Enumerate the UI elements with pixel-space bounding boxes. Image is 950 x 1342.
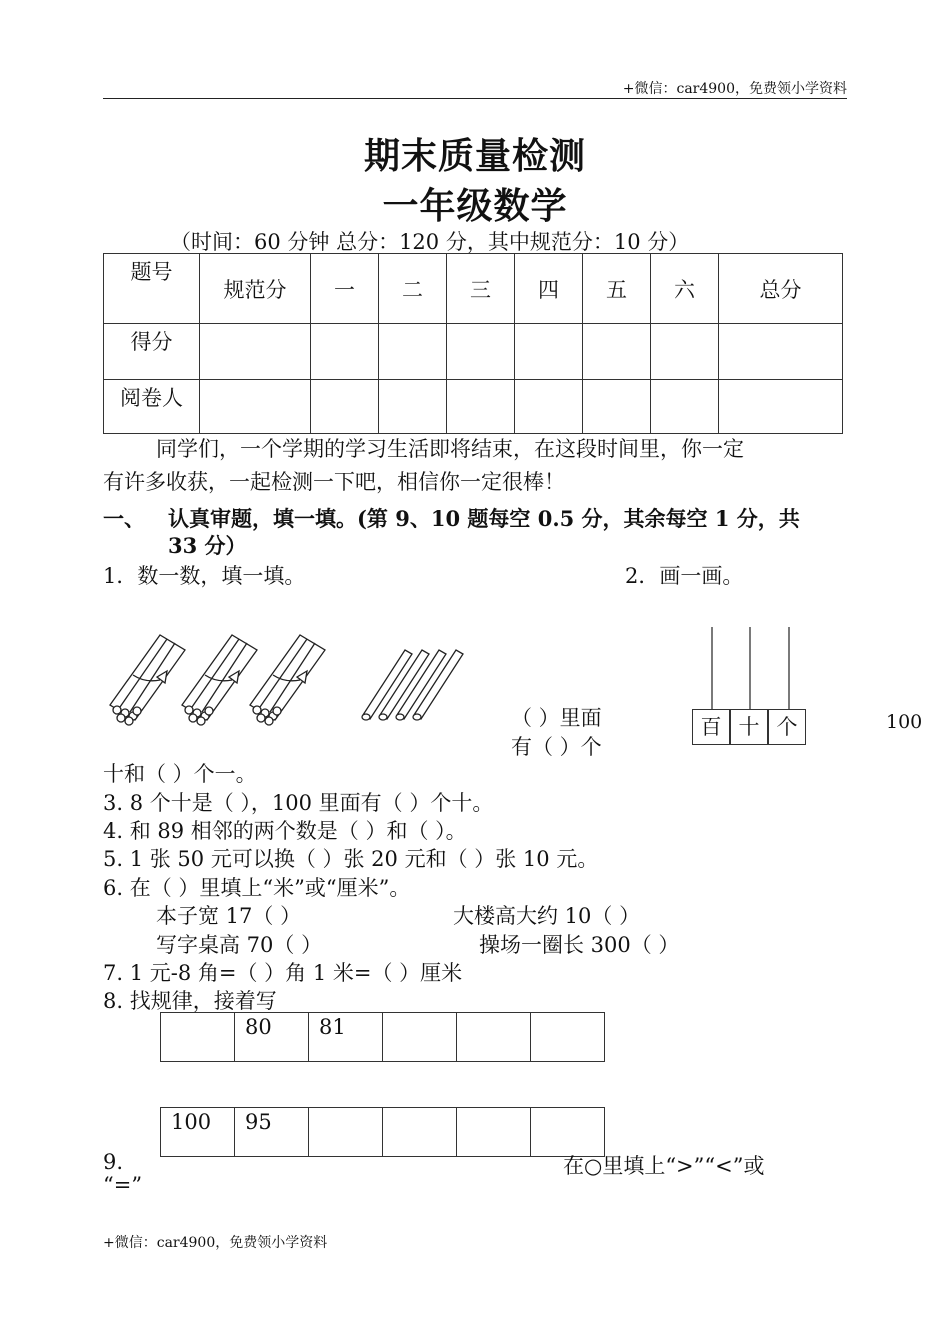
question-6: 6. 在（ ）里填上“米”或“厘米”。	[103, 876, 411, 900]
single-sticks-icon	[362, 650, 463, 720]
q6-item-d[interactable]: 操场一圈长 300（ ）	[479, 933, 680, 957]
intro-line-2: 有许多收获，一起检测一下吧，相信你一定很棒！	[103, 470, 565, 494]
score-cell[interactable]	[651, 324, 719, 380]
score-cell[interactable]	[515, 380, 583, 434]
score-cell[interactable]	[379, 380, 447, 434]
section-number: 一、	[103, 506, 145, 531]
score-cell[interactable]	[515, 324, 583, 380]
abacus-rods	[692, 625, 807, 710]
question-5[interactable]: 5. 1 张 50 元可以换（ ）张 20 元和（ ）张 10 元。	[103, 847, 599, 871]
question-8: 8. 找规律，接着写	[103, 989, 277, 1013]
score-cell[interactable]	[719, 324, 843, 380]
sequence-cell: 100	[161, 1108, 235, 1157]
q6-item-a[interactable]: 本子宽 17（ ）	[156, 904, 302, 928]
page-title: 期末质量检测	[363, 135, 586, 177]
sequence-cell: 95	[235, 1108, 309, 1157]
score-header-cell: 三	[447, 254, 515, 324]
score-row-label: 得分	[104, 324, 200, 380]
sequence-cell[interactable]	[161, 1013, 235, 1062]
question-4[interactable]: 4. 和 89 相邻的两个数是（ ）和（ ）。	[103, 819, 467, 843]
q2-blank-line-2[interactable]: 有（ ）个	[511, 735, 602, 759]
score-header-cell: 题号	[104, 254, 200, 324]
q6-item-b[interactable]: 大楼高大约 10（ ）	[453, 904, 641, 928]
question-7[interactable]: 7. 1 元-8 角=（ ）角 1 米=（ ）厘米	[103, 961, 463, 985]
question-9-text: 在○里填上“>”“<”或	[563, 1154, 765, 1178]
question-1: 1．数一数，填一填。	[103, 564, 306, 588]
header-note: +微信：car4900，免费领小学资料	[622, 81, 847, 97]
score-header-cell: 五	[583, 254, 651, 324]
section-title-line-1: 认真审题，填一填。(第 9、10 题每空 0.5 分，其余每空 1 分，共	[168, 506, 800, 531]
score-header-cell: 六	[651, 254, 719, 324]
question-9-number: 9.	[103, 1150, 124, 1174]
section-title-line-2: 33 分）	[168, 533, 247, 558]
sequence-cell: 81	[309, 1013, 383, 1062]
score-cell[interactable]	[447, 324, 515, 380]
score-row-label: 阅卷人	[104, 380, 200, 434]
bundle-icon	[110, 635, 325, 725]
sequence-cell: 80	[235, 1013, 309, 1062]
score-header-cell: 总分	[719, 254, 843, 324]
score-cell[interactable]	[583, 380, 651, 434]
q6-item-c[interactable]: 写字桌高 70（ ）	[156, 933, 323, 957]
q2-number: 100	[886, 711, 923, 733]
q2-blank-line-1[interactable]: （ ）里面	[511, 706, 602, 730]
sequence-cell[interactable]	[383, 1013, 457, 1062]
score-cell[interactable]	[447, 380, 515, 434]
sequence-cell[interactable]	[457, 1013, 531, 1062]
question-9-continuation: “=”	[103, 1173, 143, 1197]
sequence-cell[interactable]	[531, 1013, 605, 1062]
sequence-table-1	[160, 1012, 605, 1062]
score-cell[interactable]	[311, 324, 379, 380]
score-table	[103, 253, 843, 434]
sequence-cell[interactable]	[383, 1108, 457, 1157]
page-subtitle: 一年级数学	[382, 185, 568, 227]
place-value-hundreds: 百	[692, 709, 730, 745]
sequence-cell[interactable]	[309, 1108, 383, 1157]
place-value-tens: 十	[730, 709, 768, 745]
score-header-cell: 二	[379, 254, 447, 324]
score-cell[interactable]	[311, 380, 379, 434]
score-cell[interactable]	[379, 324, 447, 380]
sequence-cell[interactable]	[457, 1108, 531, 1157]
header-rule	[103, 98, 847, 99]
question-2: 2．画一画。	[625, 564, 744, 588]
score-header-cell: 规范分	[200, 254, 311, 324]
exam-info: （时间：60 分钟 总分：120 分，其中规范分：10 分）	[170, 230, 690, 254]
question-3[interactable]: 3. 8 个十是（ ），100 里面有（ ）个十。	[103, 791, 494, 815]
score-cell[interactable]	[583, 324, 651, 380]
score-cell[interactable]	[651, 380, 719, 434]
sequence-table-2	[160, 1107, 605, 1157]
place-value-ones: 个	[768, 709, 806, 745]
intro-line-1: 同学们，一个学期的学习生活即将结束，在这段时间里，你一定	[156, 437, 744, 461]
score-header-cell: 一	[311, 254, 379, 324]
score-cell[interactable]	[200, 380, 311, 434]
score-cell[interactable]	[200, 324, 311, 380]
score-cell[interactable]	[719, 380, 843, 434]
score-header-cell: 四	[515, 254, 583, 324]
footer-note: +微信：car4900，免费领小学资料	[103, 1235, 328, 1251]
q2-continuation[interactable]: 十和（ ）个一。	[103, 762, 257, 786]
stick-bundles-image	[105, 625, 475, 730]
